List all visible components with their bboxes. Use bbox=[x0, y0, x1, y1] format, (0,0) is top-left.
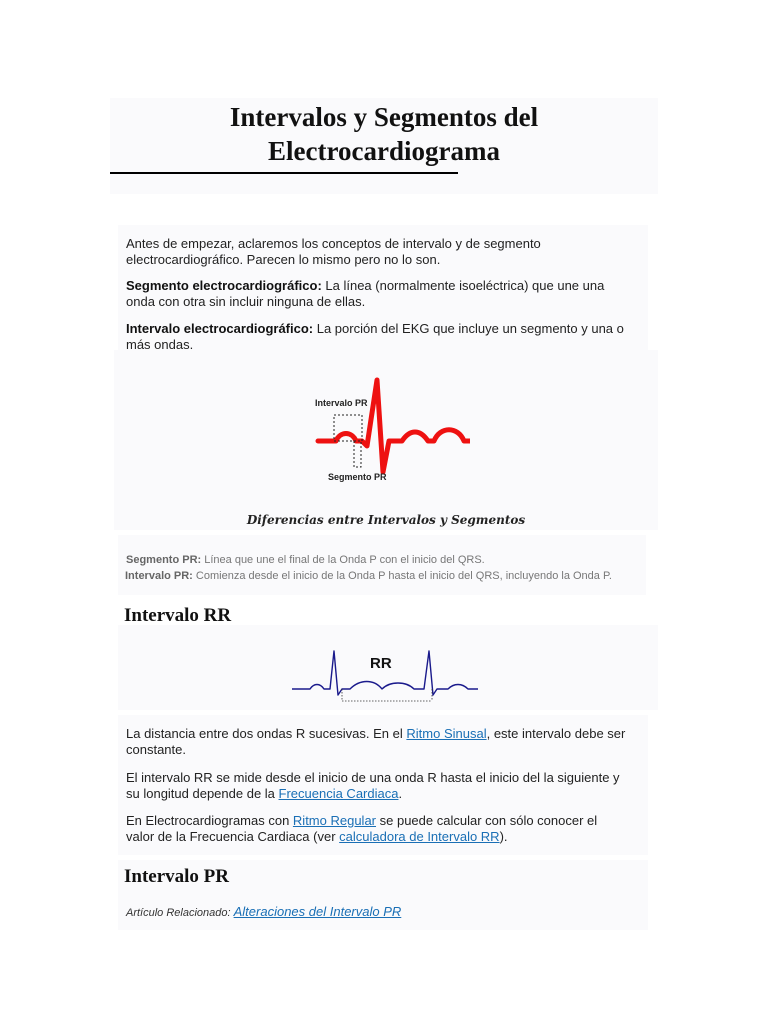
segment-text-1: La línea (normalmente isoeléctrica) que une una bbox=[321, 278, 605, 293]
segment-definition bbox=[126, 278, 604, 310]
pr-ecg-figure bbox=[300, 372, 470, 487]
intro-line-2: electrocardiográfico. Parecen lo mismo pero no lo son. bbox=[126, 252, 441, 267]
rr-p2-text-c: . bbox=[398, 786, 403, 801]
rr-paragraph-1 bbox=[126, 726, 625, 758]
intro-line-1: Antes de empezar, aclaremos los conceptos de intervalo y de segmento bbox=[126, 236, 541, 251]
rr-p1-text-a: La distancia entre dos ondas R sucesivas. En el bbox=[126, 726, 407, 741]
note-segment-text: Línea que une el final de la Onda P con el inicio del QRS. bbox=[201, 554, 485, 566]
rr-p1-text-c: constante. bbox=[126, 742, 186, 757]
rr-paragraph-3 bbox=[126, 813, 597, 845]
related-article bbox=[126, 904, 401, 919]
link-ritmo-sinusal[interactable]: Ritmo Sinusal bbox=[406, 726, 487, 741]
rr-ecg-figure bbox=[290, 645, 480, 705]
link-alteraciones-intervalo-pr[interactable]: Alteraciones del Intervalo PR bbox=[233, 904, 402, 919]
note-segment-pr bbox=[126, 553, 485, 568]
rr-paragraph-2 bbox=[126, 770, 620, 802]
rr-p3-text-a: En Electrocardiogramas con bbox=[126, 813, 293, 828]
related-label: Artículo Relacionado: bbox=[126, 907, 234, 919]
intro-paragraph bbox=[126, 236, 541, 268]
interval-text-1: La porción del EKG que incluye un segmento y una o bbox=[313, 321, 624, 336]
rr-p2-text-b: su longitud depende de la bbox=[126, 786, 279, 801]
heading-intervalo-rr: Intervalo RR bbox=[124, 605, 232, 626]
rr-p1-text-b: , este intervalo debe ser bbox=[486, 726, 626, 741]
page-title-line-1: Intervalos y Segmentos del bbox=[229, 102, 539, 132]
note-interval-pr bbox=[125, 569, 612, 584]
rr-p2-text-a: El intervalo RR se mide desde el inicio de una onda R hasta el inicio del la siguiente y bbox=[126, 770, 620, 785]
link-calculadora-intervalo-rr[interactable]: calculadora de Intervalo RR bbox=[339, 829, 500, 844]
label-intervalo-pr: Intervalo PR bbox=[315, 398, 368, 408]
segment-text-2: onda con otra sin incluir ninguna de ellas. bbox=[126, 294, 366, 309]
interval-term: Intervalo electrocardiográfico: bbox=[126, 321, 314, 336]
note-interval-text: Comienza desde el inicio de la Onda P hasta el inicio del QRS, incluyendo la Onda P. bbox=[192, 570, 612, 582]
label-rr: RR bbox=[370, 655, 392, 672]
page-title-line-2: Electrocardiograma bbox=[268, 136, 500, 166]
interval-text-2: más ondas. bbox=[126, 337, 194, 352]
segment-term: Segmento electrocardiográfico: bbox=[126, 278, 322, 293]
note-interval-term: Intervalo PR: bbox=[125, 570, 193, 582]
pr-ecg-trace bbox=[318, 380, 470, 472]
note-segment-term: Segmento PR: bbox=[126, 554, 202, 566]
label-segmento-pr: Segmento PR bbox=[328, 472, 387, 482]
link-frecuencia-cardiaca[interactable]: Frecuencia Cardiaca bbox=[278, 786, 399, 801]
interval-definition bbox=[126, 321, 624, 353]
link-ritmo-regular[interactable]: Ritmo Regular bbox=[292, 813, 377, 828]
rr-p3-text-b: se puede calcular con sólo conocer el bbox=[376, 813, 598, 828]
rr-p3-text-c: valor de la Frecuencia Cardiaca (ver bbox=[126, 829, 340, 844]
pr-segment-box bbox=[354, 441, 361, 467]
heading-intervalo-pr: Intervalo PR bbox=[124, 866, 230, 887]
page-title bbox=[110, 100, 658, 168]
rr-p3-text-d: ). bbox=[499, 829, 508, 844]
figure-caption: Diferencias entre Intervalos y Segmentos bbox=[246, 513, 526, 527]
title-underline bbox=[110, 172, 458, 174]
